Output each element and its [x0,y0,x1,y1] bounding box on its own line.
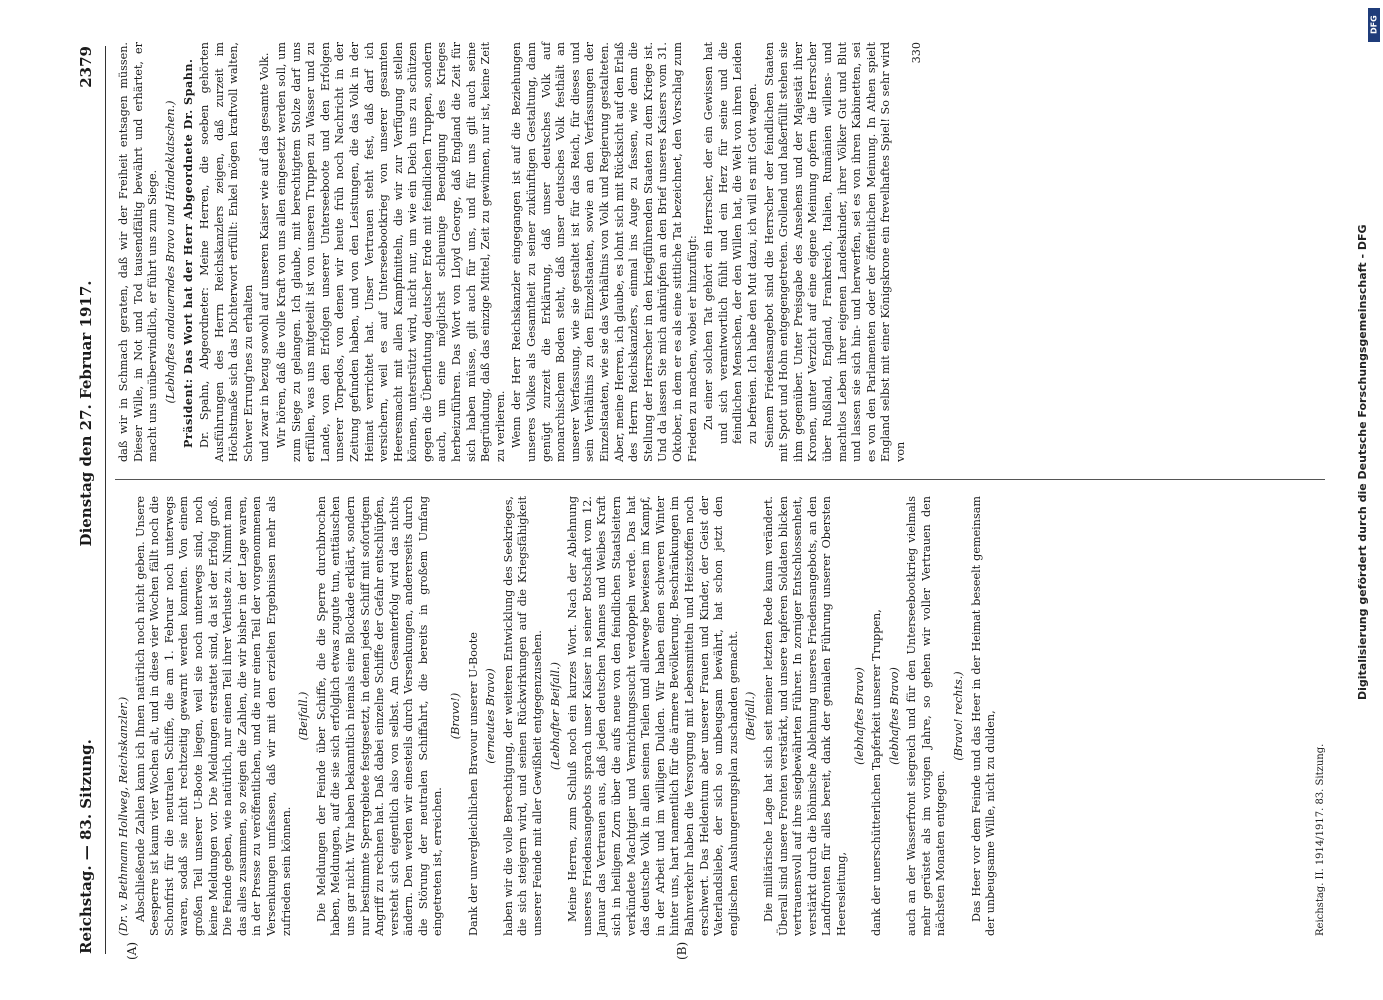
paragraph: Wenn der Herr Reichskanzler eingegangen ist auf die Beziehungen unseres Volkes als Gesamtheit zu seiner zukünftigen Gestaltung, dann genügt zurzeit die Erklärung, daß unser deutsches Volk auf monarchischem Boden steht, daß unser deutsches Volk festhält an unserer Verfassung, wie sie gestaltet ist für das Reich, für dieses und sein Verhältnis zu den Einzelstaaten, sowie an den Verfassungen der Einzelstaaten, wie sie das Verhältnis von Volk und Regierung gestalteten. Aber, meine Herren, ich glaube, es lohnt sich mit Rücksicht auf den Erlaß des Herrn Reichskanzlers, einmal ins Auge zu fassen, wie denn die Stellung der Herrscher in den kriegführenden Staaten zu dem Kriege ist. Und da lassen Sie mich anknüpfen an den Brief unseres Kaisers vom 31. Oktober, in dem er es als eine sittliche Tat bezeichnet, den Vorschlag zum Frieden zu machen, wobei er hinzufügt: [510,42,699,462]
interjection: (Beifall.) [297,691,311,741]
paragraph: haben wir die volle Berechtigung, der weiteren Entwicklung des Seekrieges, die sich steigern wird, und seinen Rückwirkungen auf die Kriegsfähigkeit unserer Feinde mit aller Gewißheit entgegenzusehen. [501,496,545,936]
interjection: (Lebhaftes andauerndes Bravo und Händeklatschen.) [163,100,177,404]
digitization-note [1341,0,1383,1000]
folio-note: 330 [910,42,924,64]
right-column [117,42,927,462]
interjection: (Bravo! rechts.) [952,671,966,761]
paragraph: Wir hören, daß die volle Kraft von uns allen eingesetzt werden soll, um zum Siege zu gelangen. Ich glaube, mit berechtigtem Stolze darf uns erfüllen, was uns mitgeteilt ist von unseren Truppen zu Wasser und zu Lande, von den Erfolgen unserer Unterseeboote und den Erfolgen unserer Torpedos, von denen wir heute früh noch Nachricht in der Zeitung gefunden haben, und von den Leistungen, die das Volk in der Heimat verrichtet hat. Unser Vertrauen steht fest, daß darf ich versichern, weil es auf Unterseebootkrieg von unserer gesamten Heeresmacht mit allen Kampfmitteln, die wir zur Verfügung stellen können, unterstützt wird, nicht nur, um wie ein Deich uns zu schützen gegen die Überflutung deutscher Erde mit feindlichen Truppen, sondern auch, um eine möglichst schleunige Beendigung des Krieges herbeizuführen. Das Wort von Lloyd George, daß England die Zeit für sich haben müsse, gilt auch für uns, und für uns gilt auch seine Begründung, daß das einzige Mittel, Zeit zu gewinnen, nur ist, keine Zeit zu verlieren. [274,42,507,462]
paragraph: Dank der unvergleichlichen Bravour unserer U-Boote [466,632,480,936]
paragraph: Dr. Spahn, Abgeordneter: Meine Herren, die soeben gehörten Ausführungen des Herrn Reichskanzlers zeigen, daß zurzeit im Höchstmaße sich das Dichterwort erfüllt: Enkel mögen kraftvoll walten, Schwer Errung'nes zu erhalten [197,42,255,462]
header-left: Reichstag. — 83. Sitzung. [77,739,95,954]
rotated-page [55,0,1355,1000]
document-page [55,20,1355,980]
running-head [77,20,103,980]
column-divider [115,479,1325,480]
quotation: Zu einer solchen Tat gehört ein Herrscher, der ein Gewissen hat und sich verantwortlich fühlt und ein Herz für seine und die feindlichen Menschen, der den Willen hat, die Welt von ihren Leiden zu befreien. Ich habe den Mut dazu, ich will es mit Gott wagen. [702,42,759,444]
interjection: (erneutes Bravo) [484,668,498,764]
footer-line: Reichstag. II. 1914/1917. 83. Sitzung. [1315,743,1326,936]
paragraph: Seinem Friedensangebot sind die Herrscher der feindlichen Staaten mit Spott und Hohn entgegengetreten. Grollend und haßerfüllt stehen sie ihm gegenüber. Unter Preisgabe des Ansehens und der Majestät ihrer Kronen, unter Verzicht auf eine eigene Meinung opfern die Herrscher über Rußland, England, Frankreich, Italien, Rumänien willens- und machtlos Leben ihrer eigenen Landeskinder, ihrer Völker Gut und Blut und lassen sie sich hin- und herwerfen, sei es von ihren Kabinetten, sei es von den Parlamenten oder der öffentlichen Meinung. In Athen spielt England selbst mit einer Königskrone ein frevelhaftes Spiel! So sehr wird von [762,42,907,462]
president-line: Präsident: Das Wort hat der Herr Abgeordnete Dr. Spahn. [181,58,196,448]
paragraph: Die Meldungen der Feinde über Schiffe, die die Sperre durchbrochen haben, Meldungen, auf die sie sich erfolglich etwas zugute tun, enttäuschen uns gar nicht. Wir haben bekanntlich niemals eine Blockade erklärt, sondern nur bestimmte Sperrgebiete festgesetzt, in denen jedes Schiff mit sofortigem Angriff zu rechnen hat. Daß dabei einzelne Schiffe der Gefahr entschlüpfen, versteht sich eigentlich also von selbst. Am Gesamterfolg wird das nichts ändern. Den werden wir einesteils durch Versenkungen, andererseits durch die Störung der neutralen Schiffahrt, die bereits in großem Umfang eingetreten ist, erreichen. [314,496,445,936]
left-column [117,496,1001,936]
digitization-note-text: Digitalisierung gefördert durch die Deutsche Forschungsgemeinschaft - DFG [1355,224,1369,700]
page-number: 2379 [77,46,95,88]
paragraph: daß wir in Schmach geraten, daß wir der Freiheit entsagen müssen. Dieser Wille, in Not und Tod tausendfältig bewährt und erhärtet, er macht uns unüberwindlich, er führt uns zum Siege. [117,42,160,462]
paragraph: Die militärische Lage hat sich seit meiner letzten Rede kaum verändert. Überall sind unsere Fronten verstärkt, und unsere tapferen Soldaten blicken vertrauensvoll auf ihre siegbewährten Führer. In zorniger Entschlossenheit, verstärkt durch die höhnische Ablehnung unseres Friedensangebots, an den Landfronten für alles bereit, dank der genialen Führung unserer Obersten Heeresleitung, [761,496,848,936]
interjection: (Bravo!) [449,692,463,740]
interjection: (Beifall.) [744,691,758,741]
margin-mark-b: (B) [675,941,689,960]
paragraph: auch an der Wasserfront siegreich und für den Unterseebootkrieg vielmals mehr gerüstet als im vorigen Jahre, so gehen wir voller Vertrauen den nächsten Monaten entgegen. [905,496,948,936]
speaker-line: (Dr. v. Bethmann Hollweg, Reichskanzler.) [117,696,130,936]
paragraph: Abschließende Zahlen kann ich Ihnen natürlich noch nicht geben. Unsere Seesperre ist kaum vier Wochen alt, und in diese vier Wochen fällt noch die Schonfrist für die neutralen Schiffe, die am 1. Februar noch unterwegs waren, sodaß sie nicht rechtzeitig gewarnt werden konnten. Von einem großen Teil unserer U-Boote liegen, weil sie noch unterwegs sind, noch keine Meldungen vor. Die Meldungen erstattet sind, da ist der Erfolg groß. Die Feinde geben, wie natürlich, nur einen Teil ihrer Verluste zu. Nimmt man das alles zusammen, so zeigen die Zahlen, die wir bisher in der Lage waren, in der Presse zu veröffentlichen, und die nur einen Teil der vorgenommenen Versenkungen umfassen, daß wir mit den erzielten Ergebnissen mehr als zufrieden sein können. [133,496,293,936]
paragraph: dank der unerschütterlichen Tapferkeit unserer Truppen, [870,609,884,936]
paragraph: Meine Herren, zum Schluß noch ein kurzes Wort. Nach der Ablehnung unseres Friedensangebots sprach unser Kaiser in seiner Botschaft vom 12. Januar das Vertrauen aus, daß jeden deutschen Mannes und Weibes Kraft sich in heiligem Zorn über die aufs neue von den feindlichen Staatsleitern verkündete Machtgier und Vernichtungssucht verdoppeln werde. Das hat das deutsche Volk in allen seinen Teilen und allerwege bewiesen im Kampf, in der Arbeit und im willigen Dulden. Wir haben einen schweren Winter hinter uns, hart namentlich für die ärmere Bevölkerung. Beschränkungen im Bahnverkehr haben die Versorgung mit Lebensmitteln und Heizstoffen noch erschwert. Das Heldentum aber unserer Frauen und Kinder, der Geist der Vaterlandsliebe, der sich so unbeugsam bewährt, hat schon jetzt den englischen Aushungerungsplan zuschanden gemacht. [566,496,740,936]
dfg-logo-icon: DFG [1368,8,1380,42]
header-rule [105,46,106,954]
interjection: (lebhaftes Bravo) [852,667,866,765]
margin-mark-a: (A) [125,941,139,960]
interjection: (lebhaftes Bravo) [887,667,901,765]
paragraph: Das Heer vor dem Feinde und das Heer in der Heimat beseelt gemeinsam der unbeugsame Wille, nicht zu dulden, [969,496,998,936]
paragraph: und zwar in bezug sowohl auf unseren Kaiser wie auf das gesamte Volk. [258,52,272,462]
header-center: Dienstag den 27. Februar 1917. [77,280,95,547]
interjection: (Lebhafter Beifall.) [548,662,562,770]
